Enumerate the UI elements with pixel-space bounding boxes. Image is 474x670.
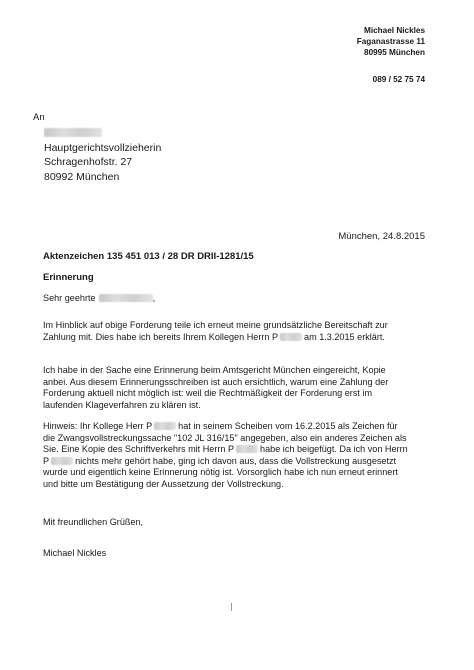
paragraph-text: hat in seinem Scheiben vom 16.2.2015 als Zeichen für — [178, 421, 398, 431]
paragraph-text: Sie. Eine Kopie des Schriftverkehrs mit Herrn P — [43, 444, 235, 454]
paragraph-line — [43, 332, 441, 344]
recipient-city: 80992 München — [44, 170, 120, 183]
sender-street: Faganastrasse 11 — [356, 37, 425, 46]
paragraph-line: Ich habe in der Sache eine Erinnerung beim Amtsgericht München eingereicht, Kopie — [43, 365, 386, 375]
paragraph-line — [43, 444, 441, 456]
redacted-name — [51, 457, 73, 465]
closing: Mit freundlichen Grüßen, — [43, 517, 144, 527]
sender-city: 80995 München — [364, 48, 425, 57]
redacted-name — [236, 445, 258, 453]
recipient-address — [44, 126, 161, 184]
paragraph-line: die Zwangsvollstreckungssache "102 JL 316/15" angegeben, also ein anderes Zeichen als — [43, 432, 407, 443]
subject-line: Aktenzeichen 135 451 013 / 28 DR DRII-1281/15 — [43, 251, 254, 262]
redacted-name — [154, 422, 176, 430]
paragraph-2 — [43, 365, 441, 411]
paragraph-text: P — [43, 455, 50, 466]
letter-date: München, 24.8.2015 — [338, 231, 425, 242]
paragraph-line: laufenden Klageverfahren zu klären ist. — [43, 399, 201, 410]
paragraph-text: habe ich beigefügt. Da ich von Herrn — [260, 444, 408, 454]
salutation-text: Sehr geehrte — [43, 293, 96, 303]
paragraph-line — [43, 421, 441, 433]
paragraph-line: Im Hinblick auf obige Forderung teile ich erneut meine grundsätzliche Bereitschaft zur — [43, 320, 388, 330]
paragraph-line: Forderung aktuell nicht möglich ist: weil die Rechtmäßigkeit der Forderung erst im — [43, 388, 373, 398]
paragraph-text: nichts mehr gehört habe, ging ich davon aus, dass die Vollstreckung ausgesetzt — [75, 455, 397, 466]
recipient-title: Hauptgerichtsvollzieherin — [44, 141, 162, 154]
redacted-salutation-name — [99, 294, 153, 302]
paragraph-text: Zahlung mit. Dies habe ich bereits Ihrem Kollegen Herrn P — [43, 331, 279, 342]
paragraph-3 — [43, 421, 441, 490]
letter-heading: Erinnerung — [43, 272, 94, 283]
recipient-prefix: An — [33, 112, 45, 123]
paragraph-line: und bitte um Bestätigung der Aussetzung der Vollstreckung. — [43, 478, 284, 489]
signature-name: Michael Nickles — [43, 548, 107, 558]
paragraph-text: Hinweis: Ihr Kollege Herr P — [43, 421, 153, 431]
sender-address — [357, 25, 425, 85]
sender-name: Michael Nickles — [364, 26, 425, 35]
redacted-recipient-name — [44, 128, 102, 137]
paragraph-1 — [43, 320, 441, 343]
paragraph-line: wurde und eigentlich keine Erinnerung nötig ist. Vorsorglich habe ich nun erneut erinnert — [43, 467, 398, 477]
salutation: Sehr geehrte , — [43, 293, 156, 303]
paragraph-line: anbei. Aus diesem Erinnerungsschreiben ist auch ersichtlich, warum eine Zahlung der — [43, 376, 389, 387]
sender-phone: 089 / 52 75 74 — [372, 75, 425, 84]
redacted-name — [280, 333, 302, 341]
paragraph-line — [43, 456, 441, 468]
scan-mark — [231, 603, 232, 611]
recipient-street: Schragenhofstr. 27 — [44, 156, 133, 168]
paragraph-text: am 1.3.2015 erklärt. — [304, 331, 385, 342]
